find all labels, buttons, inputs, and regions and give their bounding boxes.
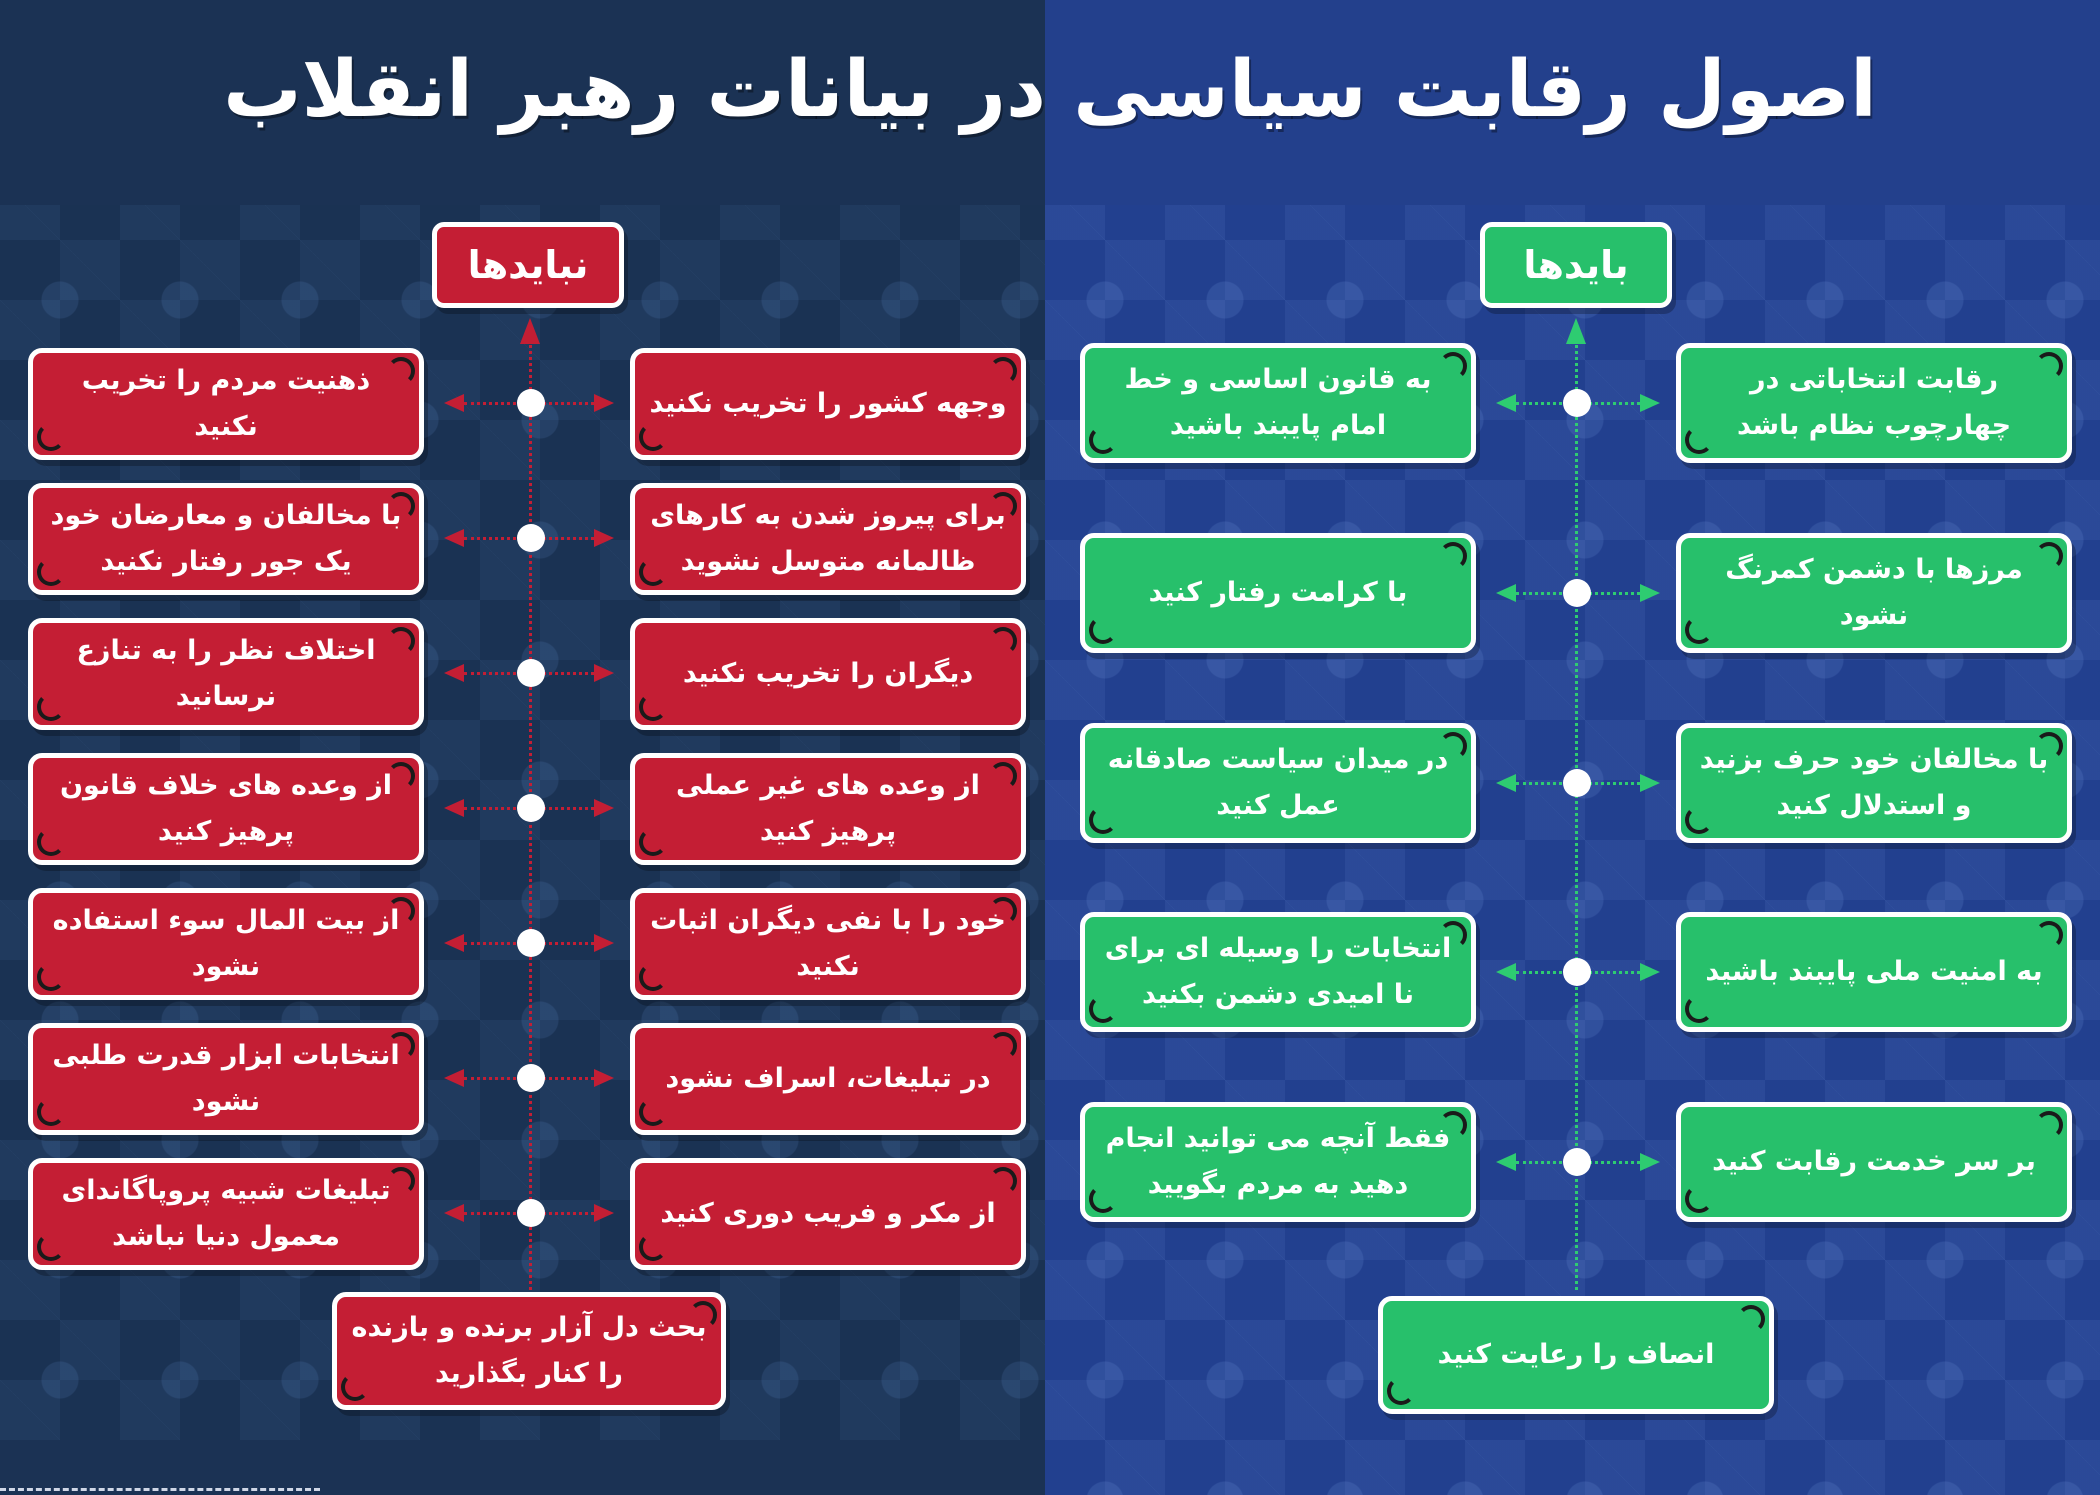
do-inner-item: در میدان سیاست صادقانه عمل کنید [1080,723,1476,843]
donts-row-arrow-right-icon [594,799,614,817]
donts-row-node [517,1199,545,1227]
dont-inner-item: در تبلیغات، اسراف نشود [630,1023,1026,1135]
dont-bottom-item: بحث دل آزار برنده و بازنده را کنار بگذارید [332,1292,726,1410]
dos-row-arrow-left-icon [1496,774,1516,792]
dont-inner-item: برای پیروز شدن به کارهای ظالمانه متوسل نشوید [630,483,1026,595]
do-bottom-item: انصاف را رعایت کنید [1378,1296,1774,1414]
dont-inner-item: دیگران را تخریب نکنید [630,618,1026,730]
donts-row-node [517,524,545,552]
dont-outer-item: با مخالفان و معارضان خود یک جور رفتار نکنید [28,483,424,595]
dos-row-node [1563,389,1591,417]
donts-row-arrow-left-icon [444,1069,464,1087]
do-outer-item: به امنیت ملی پایبند باشید [1676,912,2072,1032]
donts-row-arrow-right-icon [594,529,614,547]
donts-row-node [517,929,545,957]
left-footer-band [0,1440,1045,1495]
dos-row-arrow-right-icon [1640,963,1660,981]
dos-row-arrow-right-icon [1640,584,1660,602]
donts-row-node [517,1064,545,1092]
dont-inner-item: از مکر و فریب دوری کنید [630,1158,1026,1270]
do-outer-item: مرزها با دشمن کمرنگ نشود [1676,533,2072,653]
dont-outer-item: اختلاف نظر را به تنازع نرسانید [28,618,424,730]
do-inner-item: به قانون اساسی و خط امام پایبند باشید [1080,343,1476,463]
donts-row-arrow-left-icon [444,1204,464,1222]
dont-inner-item: از وعده های غیر عملی پرهیز کنید [630,753,1026,865]
dos-row-arrow-right-icon [1640,774,1660,792]
do-inner-item: انتخابات را وسیله ای برای نا امیدی دشمن بکنید [1080,912,1476,1032]
dos-row-arrow-right-icon [1640,1153,1660,1171]
donts-row-arrow-left-icon [444,394,464,412]
dont-outer-item: از بیت المال سوء استفاده نشود [28,888,424,1000]
donts-row-node [517,389,545,417]
dos-row-node [1563,1148,1591,1176]
donts-row-arrow-left-icon [444,664,464,682]
dos-row-node [1563,579,1591,607]
dos-heading: بایدها [1480,222,1672,308]
dos-row-node [1563,958,1591,986]
dos-row-arrow-right-icon [1640,394,1660,412]
dos-row-arrow-left-icon [1496,963,1516,981]
dont-inner-item: وجهه کشور را تخریب نکنید [630,348,1026,460]
donts-row-arrow-right-icon [594,1069,614,1087]
donts-row-arrow-left-icon [444,529,464,547]
donts-row-node [517,659,545,687]
donts-row-node [517,794,545,822]
dos-row-arrow-left-icon [1496,394,1516,412]
dont-outer-item: ذهنیت مردم را تخریب نکنید [28,348,424,460]
do-outer-item: بر سر خدمت رقابت کنید [1676,1102,2072,1222]
dos-row-arrow-left-icon [1496,1153,1516,1171]
page-title: اصول رقابت سیاسی در بیانات رهبر انقلاب [223,45,1877,135]
donts-row-arrow-left-icon [444,799,464,817]
do-outer-item: با مخالفان خود حرف بزنید و استدلال کنید [1676,723,2072,843]
dos-row-node [1563,769,1591,797]
dont-outer-item: تبلیغات شبیه پروپاگاندای معمول دنیا نباشد [28,1158,424,1270]
do-inner-item: با کرامت رفتار کنید [1080,533,1476,653]
footer-divider [0,1488,320,1492]
do-inner-item: فقط آنچه می توانید انجام دهید به مردم بگویید [1080,1102,1476,1222]
donts-row-arrow-right-icon [594,394,614,412]
dont-outer-item: از وعده های خلاف قانون پرهیز کنید [28,753,424,865]
do-outer-item: رقابت انتخاباتی در چهارچوب نظام باشد [1676,343,2072,463]
donts-row-arrow-right-icon [594,664,614,682]
donts-row-arrow-left-icon [444,934,464,952]
dont-inner-item: خود را با نفی دیگران اثبات نکنید [630,888,1026,1000]
dos-row-arrow-left-icon [1496,584,1516,602]
donts-row-arrow-right-icon [594,1204,614,1222]
donts-heading: نبایدها [432,222,624,308]
donts-row-arrow-right-icon [594,934,614,952]
dont-outer-item: انتخابات ابزار قدرت طلبی نشود [28,1023,424,1135]
